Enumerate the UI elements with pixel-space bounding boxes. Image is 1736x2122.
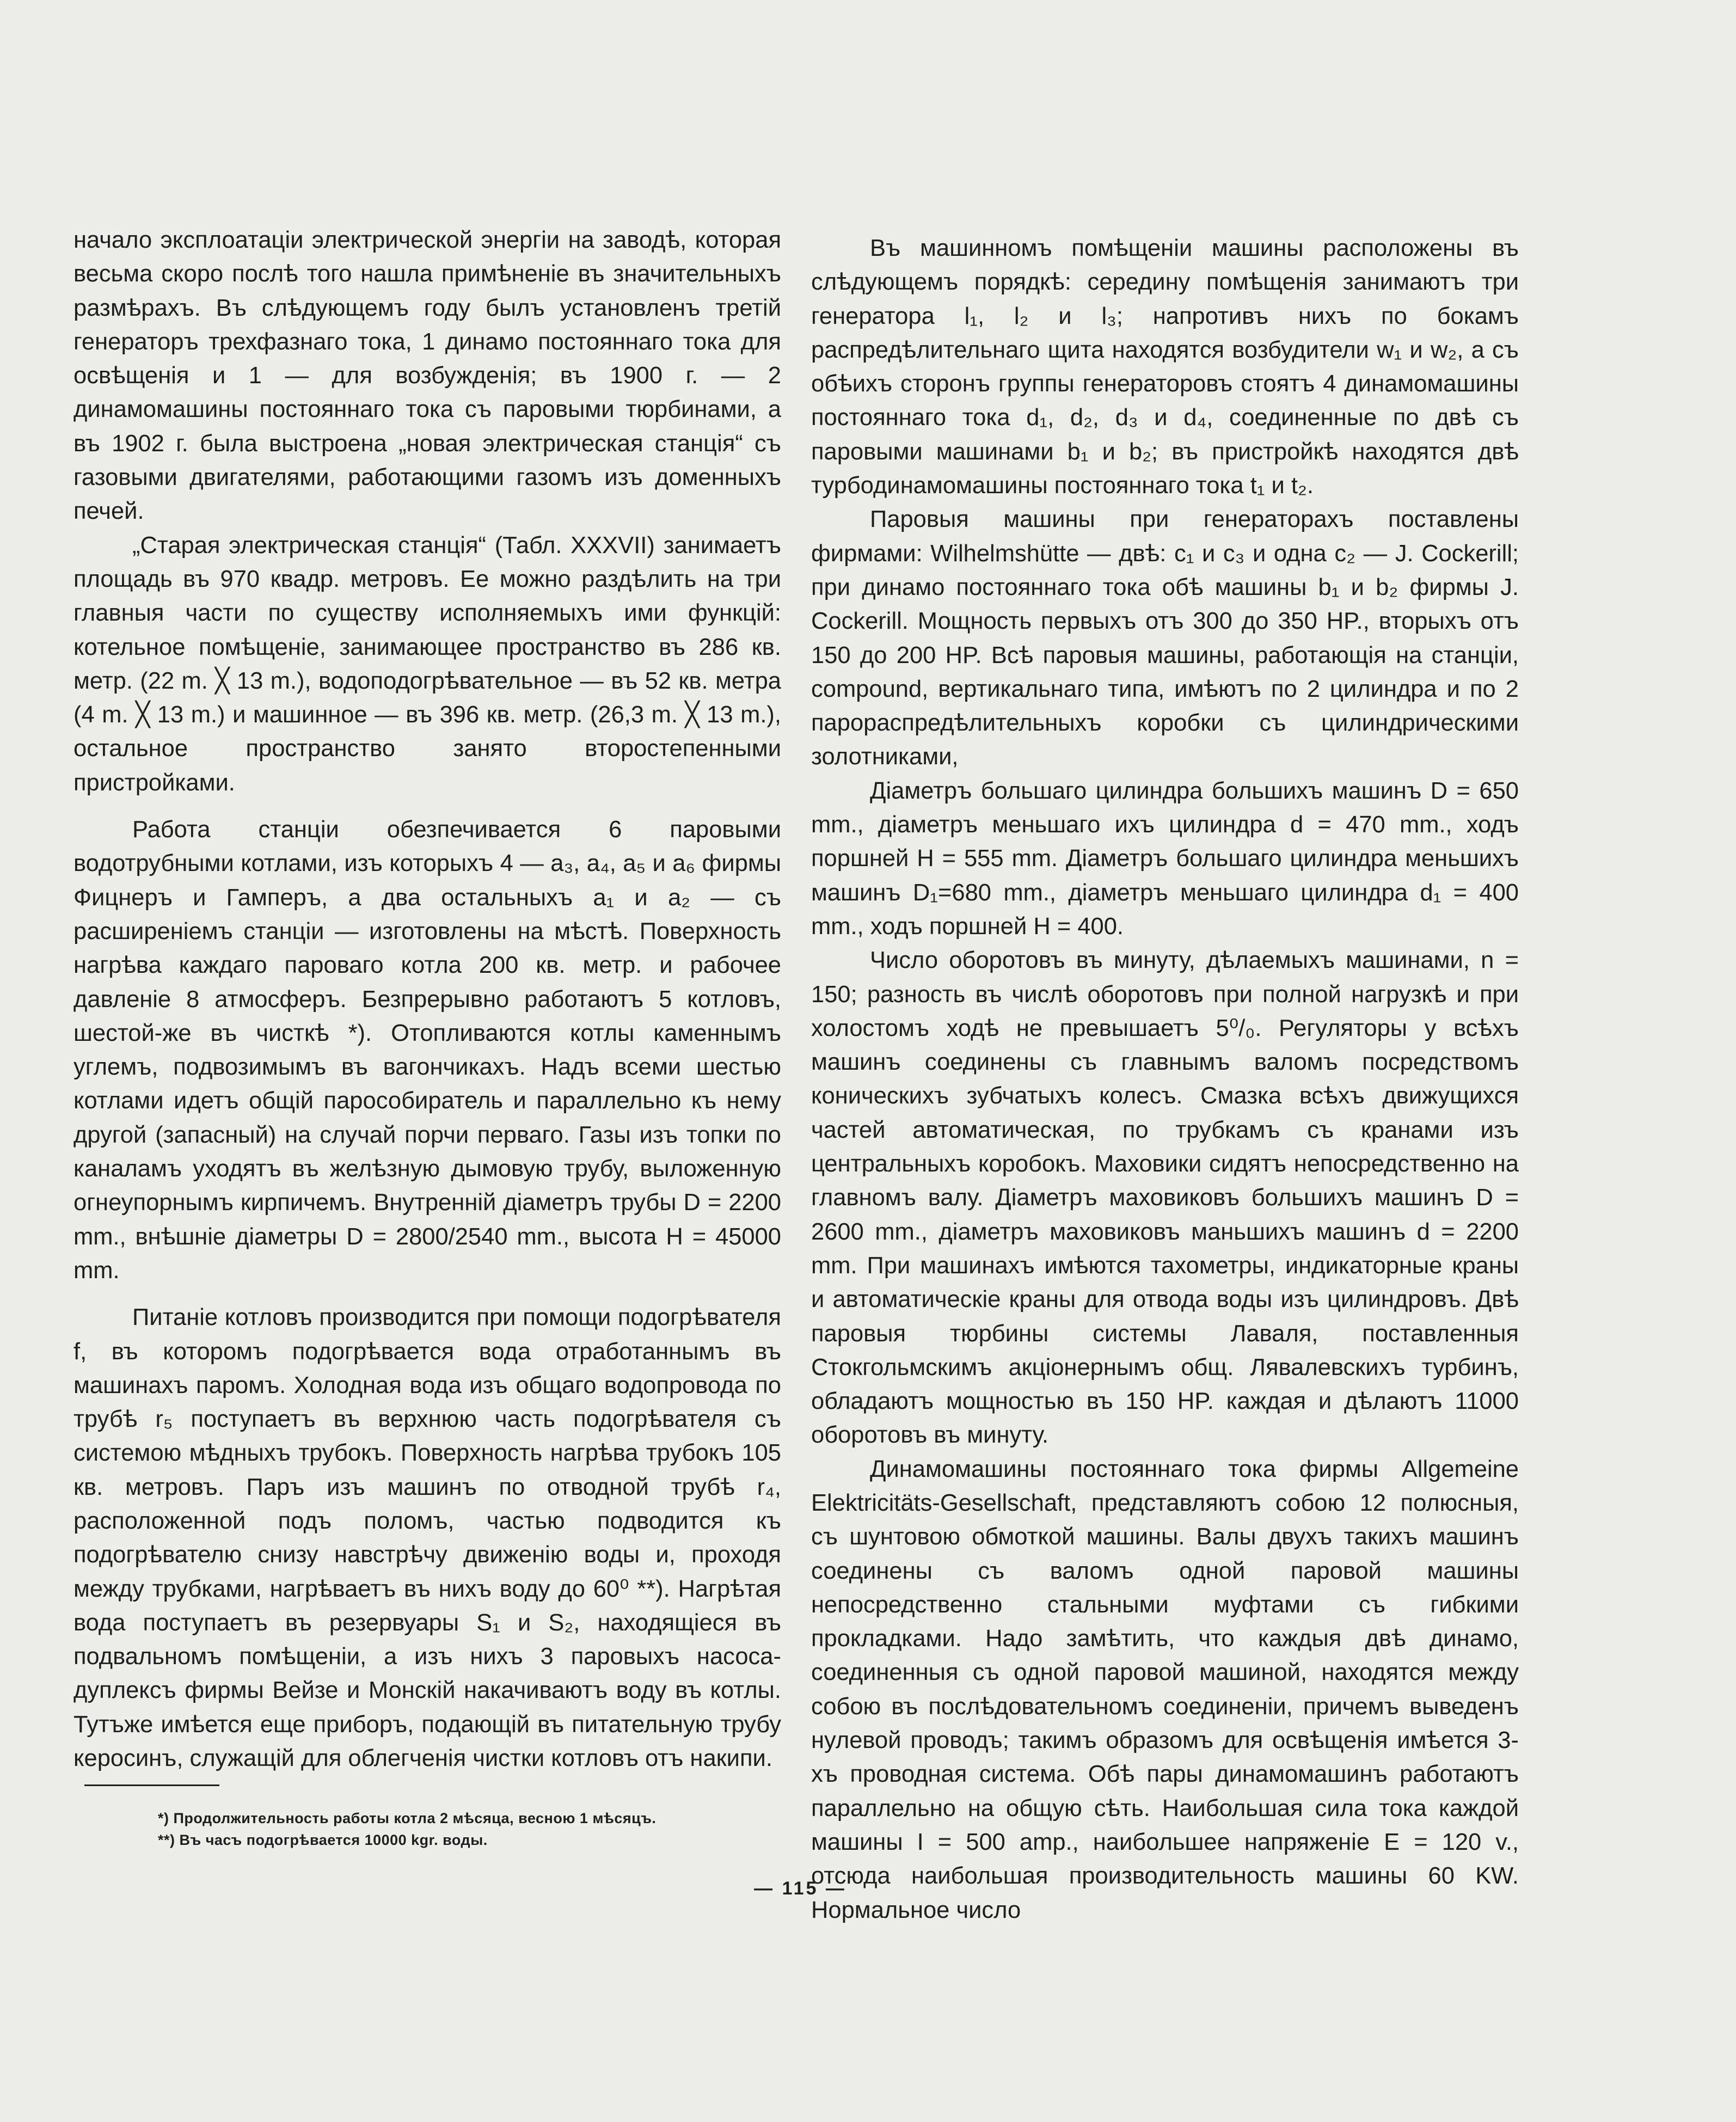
paragraph: Паровыя машины при генераторахъ поставлены фирмами: Wilhelmshütte — двѣ: c₁ и c₃ и одна c₂ — J. Cockerill; при динамо постояннаго тока обѣ машины b₁ и b₂ фирмы J. Cockerill. Мощность первыхъ отъ 300 до 350 HP., вторыхъ отъ 150 до 200 HP. Всѣ паровыя машины, работающiя на станцiи, compound, вертикальнаго типа, имѣютъ по 2 цилиндра и по 2 парораспредѣлительныхъ коробки съ цилиндрическими золотниками, [811, 506, 1519, 770]
paragraph: Динамомашины постояннаго тока фирмы Allgemeine Elektricitäts-Gesellschaft, представляютъ собою 12 полюсныя, съ шунтовою обмоткой машины. Валы двухъ такихъ машинъ соединены съ валомъ одной паровой машины непосредственно стальными муфтами съ гибкими прокладками. Надо замѣтить, что каждыя двѣ динамо, соединенныя съ одной паровой машиной, находятся между собою въ послѣдовательномъ соединенiи, причемъ выведенъ нулевой проводъ; такимъ образомъ для освѣщенiя имѣется 3-хъ проводная система. Обѣ пары динамомашинъ работаютъ параллельно на общую сѣть. Наибольшая сила тока каждой машины I = 500 amp., наибольшее напряженiе E = 120 v., отсюда наибольшая производительность машины 60 KW. Нормальное число [811, 1456, 1519, 1923]
left-column [73, 223, 781, 1775]
paragraph: Работа станцiи обезпечивается 6 паровыми водотрубными котлами, изъ которыхъ 4 — a₃, a₄, a₅ и a₆ фирмы Фицнеръ и Гамперъ, а два остальныхъ a₁ и a₂ — съ расширенiемъ станцiи — изготовлены на мѣстѣ. Поверхность нагрѣва каждаго пароваго котла 200 кв. метр. и рабочее давленiе 8 атмосферъ. Безпрерывно работаютъ 5 котловъ, шестой-же въ чисткѣ *). Отопливаются котлы каменнымъ углемъ, подвозимымъ въ вагончикахъ. Надъ всеми шестью котлами идетъ общiй парособиратель и параллельно къ нему другой (запасный) на случай порчи перваго. Газы изъ топки по каналамъ уходятъ въ желѣзную дымовую трубу, выложенную огнеупорнымъ кирпичемъ. Внутреннiй дiаметръ трубы D = 2200 mm., внѣшнiе дiаметры D = 2800/2540 mm., высота H = 45000 mm. [73, 817, 781, 1284]
paragraph: Число оборотовъ въ минуту, дѣлаемыхъ машинами, n = 150; разность въ числѣ оборотовъ при полной нагрузкѣ и при холостомъ ходѣ не превышаетъ 5⁰/₀. Регуляторы у всѣхъ машинъ соединены съ главнымъ валомъ посредствомъ коническихъ зубчатыхъ колесъ. Смазка всѣхъ движущихся частей автоматическая, по трубкамъ съ кранами изъ центральныхъ коробокъ. Маховики сидятъ непосредственно на главномъ валу. Дiаметръ маховиковъ большихъ машинъ D = 2600 mm., дiаметръ маховиковъ маньшихъ машинъ d = 2200 mm. При машинахъ имѣются тахометры, индикаторные краны и автоматическiе краны для отвода воды изъ цилиндровъ. Двѣ паровыя тюрбины системы Лаваля, поставленныя Стокгольмскимъ акцiонернымъ общ. Лявалевскихъ турбинъ, обладаютъ мощностью въ 150 HP. каждая и дѣлаютъ 11000 оборотовъ въ минуту. [811, 947, 1519, 1449]
paragraph: Въ машинномъ помѣщенiи машины расположены въ слѣдующемъ порядкѣ: середину помѣщенiя занимаютъ три генератора l₁, l₂ и l₃; напротивъ нихъ по бокамъ распредѣлительнаго щита находятся возбудители w₁ и w₂, а съ обѣихъ сторонъ группы генераторовъ стоятъ 4 динамомашины постояннаго тока d₁, d₂, d₃ и d₄, соединенные по двѣ съ паровыми машинами b₁ и b₂; въ пристройкѣ находятся двѣ турбодинамомашины постояннаго тока t₁ и t₂. [811, 235, 1519, 499]
page-number: — 115 — [754, 1878, 846, 1899]
paragraph: начало эксплоатацiи электрической энергiи на заводѣ, которая весьма скоро послѣ того нашла примѣненiе въ значительныхъ размѣрахъ. Въ слѣдующемъ году былъ установленъ третiй генераторъ трехфазнаго тока, 1 динамо постояннаго тока для освѣщенiя и 1 — для возбужденiя; въ 1900 г. — 2 динамомашины постояннаго тока съ паровыми тюрбинами, а въ 1902 г. была выстроена „новая электрическая станцiя“ съ газовыми двигателями, работающими газомъ изъ доменныхъ печей. [73, 227, 781, 525]
paragraph: „Старая электрическая станцiя“ (Табл. XXXVII) занимаетъ площадь въ 970 квадр. метровъ. Ее можно раздѣлить на три главныя части по существу исполняемыхъ ими функцiй: котельное помѣщенiе, занимающее пространство въ 286 кв. метр. (22 m. ╳ 13 m.), водоподогрѣвательное — въ 52 кв. метра (4 m. ╳ 13 m.) и машинное — въ 396 кв. метр. (26,3 m. ╳ 13 m.), остальное пространство занято второстепенными пристройками. [73, 532, 781, 796]
footnote-rule [84, 1784, 219, 1786]
footnotes [158, 1807, 784, 1851]
footnote: *) Продолжительность работы котла 2 мѣсяца, весною 1 мѣсяцъ. [158, 1810, 657, 1826]
paragraph: Дiаметръ большаго цилиндра большихъ машинъ D = 650 mm., дiаметръ меньшаго ихъ цилиндра d = 470 mm., ходъ поршней H = 555 mm. Дiаметръ большаго цилиндра меньшихъ машинъ D₁=680 mm., дiаметръ меньшаго цилиндра d₁ = 400 mm., ходъ поршней H = 400. [811, 777, 1519, 940]
footnote: **) Въ часъ подогрѣвается 10000 kgr. воды. [158, 1832, 488, 1848]
right-column [811, 231, 1519, 1927]
paragraph: Питанiе котловъ производится при помощи подогрѣвателя f, въ которомъ подогрѣвается вода отработаннымъ въ машинахъ паромъ. Холодная вода изъ общаго водопровода по трубѣ r₅ поступаетъ въ верхнюю часть подогрѣвателя съ системою мѣдныхъ трубокъ. Поверхность нагрѣва трубокъ 105 кв. метровъ. Паръ изъ машинъ по отводной трубѣ r₄, расположенной подъ поломъ, частью подводится къ подогрѣвателю снизу навстрѣчу движенiю воды и, проходя между трубками, нагрѣваетъ въ нихъ воду до 60⁰ **). Нагрѣтая вода поступаетъ въ резервуары S₁ и S₂, находящiеся въ подвальномъ помѣщенiи, а изъ нихъ 3 паровыхъ насоса-дуплексъ фирмы Вейзе и Монскiй накачиваютъ воду въ котлы. Тутъже имѣется еще приборъ, подающiй въ питательную трубу керосинъ, служащiй для облегченiя чистки котловъ отъ накипи. [73, 1304, 781, 1772]
